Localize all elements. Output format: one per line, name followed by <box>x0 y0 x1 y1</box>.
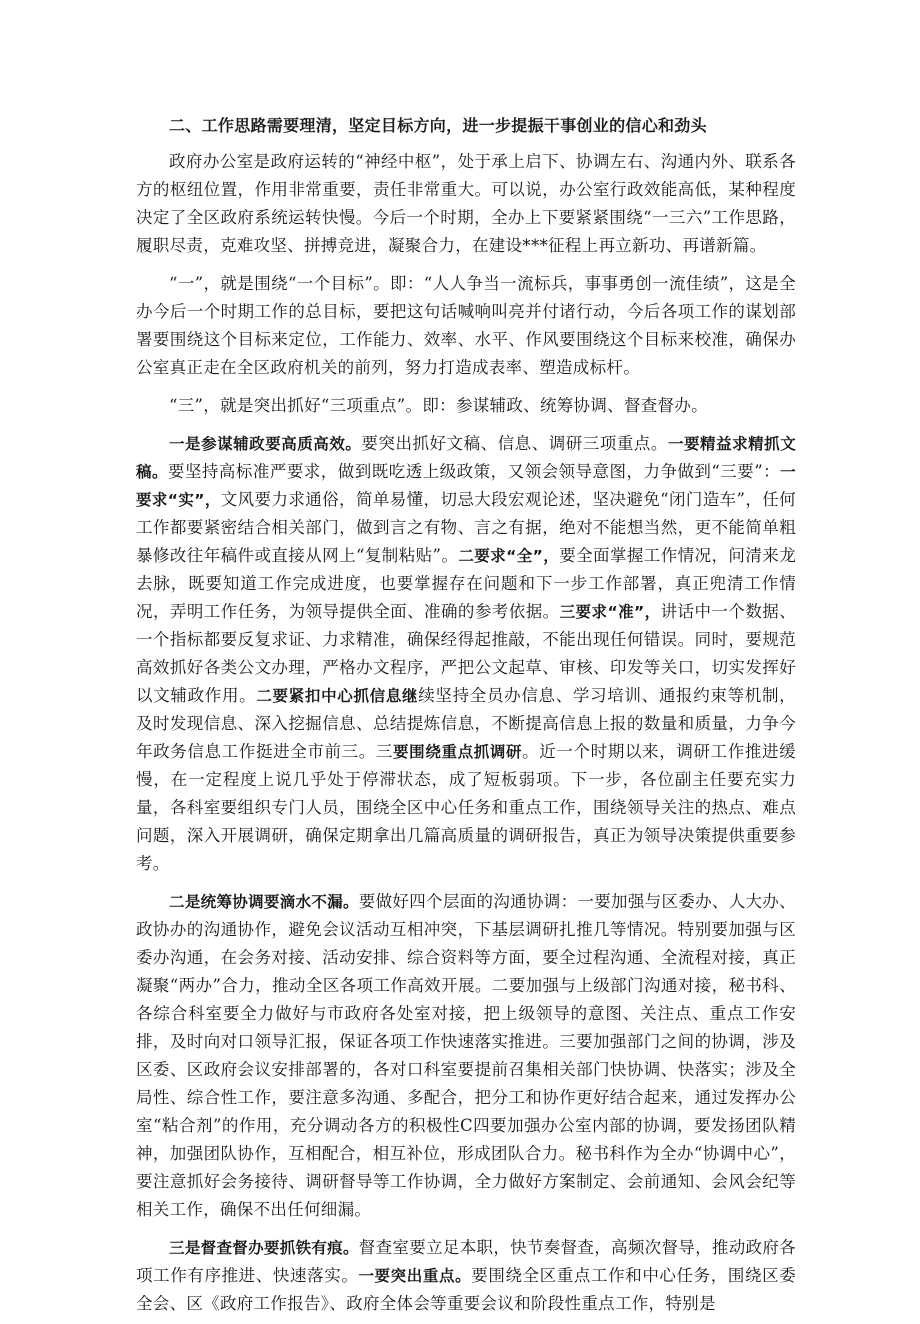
text-run: 文风要力求通俗，简单易懂，切忌大段宏观论述，坚决避免“闭门造车”，任何工作都要紧密结合相关部门，做到言之有物、言之有据，绝对不能想当然，更不能简单粗暴修改往年稿件或直接从网上“复制粘贴”。 <box>136 490 796 565</box>
paragraph-coordination <box>136 888 796 1224</box>
paragraph-intro: 政府办公室是政府运转的“神经中枢”，处于承上启下、协调左右、沟通内外、联系各方的枢纽位置，作用非常重要，责任非常重大。可以说，办公室行政效能高低，某种程度决定了全区政府系统运转快慢。今后一个时期，全办上下要紧紧围绕“一三六”工作思路，履职尽责，克难攻坚、拼搏竞进，凝聚合力，在建设***征程上再立新功、再谱新篇。 <box>136 152 796 255</box>
bold-phrase: 一要突出重点。 <box>358 1267 472 1285</box>
bold-phrase: 一要精益求精抓文稿。 <box>136 435 796 481</box>
text-run: 要坚持高标准严要求，做到既吃透上级政策，又领会领导意图，力争做到“三要”： <box>167 462 781 481</box>
text-run: 续坚持全员办信息、学习培训、通报约束等机制，及时发现信息、深入挖掘信息、总结提炼信息，不断提高信息上报的数量和质量，力争今年政务信息工作挺进全市前三。三 <box>136 686 796 761</box>
paragraph-advisory <box>136 430 796 878</box>
bold-phrase: 一要求“实”， <box>136 463 796 509</box>
bold-phrase: 二要紧扣中心抓信息继 <box>256 687 419 705</box>
bold-phrase: 三是督查督办要抓铁有痕。 <box>169 1239 359 1257</box>
text-run: 要突出抓好文稿、信息、调研三项重点。 <box>361 434 668 453</box>
bold-phrase: 二要求“全”， <box>458 547 560 565</box>
paragraph-one-goal: “一”，就是围绕“一个目标”。即：“人人争当一流标兵，事事勇创一流佳绩”，这是全办今后一个时期工作的总目标，要把这句话喊响叫亮并付诸行动，今后各项工作的谋划部署要围绕这个目标来定位，工作能力、效率、水平、作风要围绕这个目标来校准，确保办公室真正走在全区政府机关的前列，努力打造成表率、塑造成标杆。 <box>136 274 796 377</box>
document-page <box>136 112 796 1324</box>
text-run: 要全面掌握工作情况，问清来龙去脉，既要知道工作完成进度，也要掌握存在问题和下一步工作部署，真正兜清工作情况，弄明工作任务，为领导提供全面、准确的参考依据。 <box>136 546 796 621</box>
text-run: 要做好四个层面的沟通协调：一要加强与区委办、人大办、政协办的沟通协作，避免会议活动互相冲突，下基层调研扎推几等情况。特别要加强与区委办沟通，在会务对接、活动安排、综合资料等方面，要全过程沟通、全流程对接，真正凝聚“两办”合力，推动全区各项工作高效开展。二要加强与上级部门沟通对接，秘书科、各综合科室要全力做好与市政府各处室对接，把上级领导的意图、关注点、重点工作安排，及时向对口领导汇报，保证各项工作快速落实推进。三要加强部门之间的协调，涉及区委、区政府会议安排部署的，各对口科室要提前召集相关部门快协调、快落实；涉及全局性、综合性工作，要注意多沟通、多配合，把分工和协作更好结合起来，通过发挥办公室“粘合剂”的作用，充分调动各方的积极性C四要加强办公室内部的协调，要发扬团队精神，加强团队协作，互相配合，相互补位，形成团队合力。秘书科作为全办“协调中心”，要注意抓好会务接待、调研督导等工作协调，全力做好方案制定、会前通知、会风会纪等相关工作，确保不出任何细漏。 <box>136 892 796 1219</box>
bold-phrase: 一是参谋辅政要高质高效。 <box>169 435 362 453</box>
text-run: 。近一个时期以来，调研工作推进缓慢，在一定程度上说几乎处于停滞状态，成了短板弱项。下一步，各位副主任要充实力量，各科室要组织专门人员，围绕全区中心任务和重点工作，围绕领导关注的热点、难点问题，深入开展调研，确保定期拿出几篇高质量的调研报告，真正为领导决策提供重要参考。 <box>136 742 796 873</box>
text-run: 要围绕全区重点工作和中心任务，围绕区委全会、区《政府工作报告》、政府全体会等重要会议和阶段性重点工作，特别是 <box>136 1266 796 1313</box>
text-run: 讲话中一个数据、一个指标都要反复求证、力求精准，确保经得起推敲，不能出现任何错误。同时，要规范高效抓好各类公文办理，严格办文程序，严把公文起草、审核、印发等关口，切实发挥好以文辅政作用。 <box>136 602 797 705</box>
bold-phrase: 二是统筹协调要滴水不漏。 <box>169 893 359 911</box>
section-heading: 二、工作思路需要理清，坚定目标方向，进一步提振干事创业的信心和劲头 <box>169 116 707 135</box>
bold-phrase: 三要求“准”， <box>559 603 661 621</box>
paragraph-supervision <box>136 1234 796 1318</box>
text-run: 督查室要立足本职，快节奏督查，高频次督导，推动政府各项工作有序推进、快速落实。 <box>136 1238 796 1285</box>
bold-phrase: 要围绕重点抓调研 <box>393 743 523 761</box>
paragraph-three-priorities: “三”，就是突出抓好“三项重点”。即：参谋辅政、统筹协调、督查督办。 <box>169 396 708 415</box>
